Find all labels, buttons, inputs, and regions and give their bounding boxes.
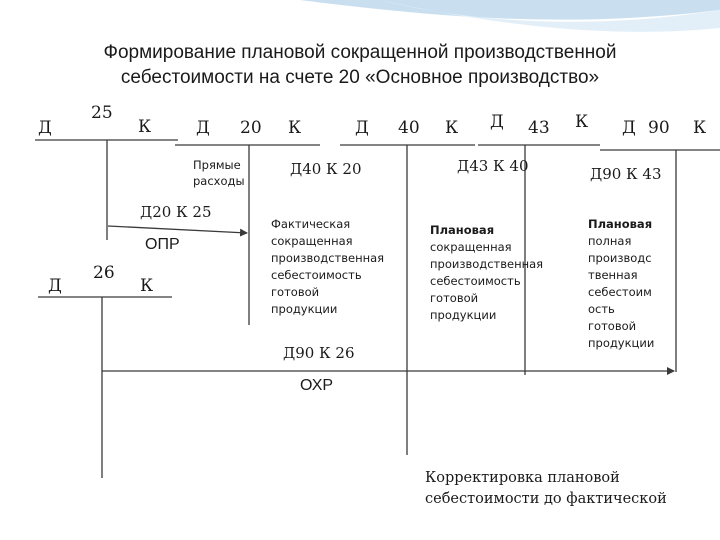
direct-costs-line-2: расходы [193,174,245,188]
title-line-1: Формирование плановой сокращенной производственной [103,42,617,63]
acc43-debit: Д [490,112,504,132]
actual-line: себестоимость [271,268,362,282]
planned-prod-line: сокращенная [430,240,512,254]
entry-d20k25: Д20 К 25 [140,203,212,221]
planned-full-line: производс [588,251,652,265]
correction-line-1: Корректировка плановой [425,470,620,486]
acc25-number: 25 [91,103,113,123]
actual-line: продукции [271,302,338,316]
acc90-debit: Д [622,118,636,138]
entry-d40k20: Д40 К 20 [290,160,362,178]
planned-full-line: полная [588,234,632,248]
acc90-credit: К [693,118,707,138]
planned-prod-line: Плановая [430,223,495,237]
acc43-number: 43 [528,118,550,138]
actual-cost-description [271,216,384,318]
acc43-credit: К [575,112,589,132]
entry-d90k43: Д90 К 43 [590,165,662,183]
acc26-credit: К [140,276,154,296]
planned-prod-line: продукции [430,308,497,322]
acc20-credit: К [288,118,302,138]
direct-costs-label [193,157,245,189]
arrow-d20k25 [108,226,247,233]
acc90-number: 90 [648,118,670,138]
acc25-credit: К [138,117,152,137]
actual-line: производственная [271,251,385,265]
actual-line: сокращенная [271,234,353,248]
planned-prod-line: готовой [430,291,479,305]
acc20-debit: Д [196,118,210,138]
planned-full-cost-description [588,216,654,352]
correction-note [425,468,667,510]
entry-d90k26: Д90 К 26 [283,344,355,362]
correction-line-2: себестоимости до фактической [425,491,667,507]
acc26-debit: Д [48,276,62,296]
acc40-credit: К [445,118,459,138]
title-line-2: себестоимости на счете 20 «Основное производство» [120,67,600,88]
acc26-number: 26 [93,263,115,283]
planned-production-cost-description [430,222,543,324]
entry-opr: ОПР [145,236,180,253]
actual-line: готовой [271,285,320,299]
planned-full-line: готовой [588,319,637,333]
acc40-number: 40 [398,118,420,138]
actual-line: Фактическая [271,217,351,231]
entry-oxr: ОХР [300,377,334,394]
direct-costs-line-1: Прямые [193,158,241,172]
planned-full-line: Плановая [588,217,653,231]
planned-prod-line: себестоимость [430,274,521,288]
planned-prod-line: производственная [430,257,544,271]
planned-full-line: себестоим [588,285,652,299]
planned-full-line: твенная [588,268,638,282]
acc20-number: 20 [240,118,262,138]
entry-d43k40: Д43 К 40 [457,157,529,175]
acc40-debit: Д [355,118,369,138]
acc25-debit: Д [38,118,52,138]
planned-full-line: продукции [588,336,655,350]
planned-full-line: ость [588,302,615,316]
